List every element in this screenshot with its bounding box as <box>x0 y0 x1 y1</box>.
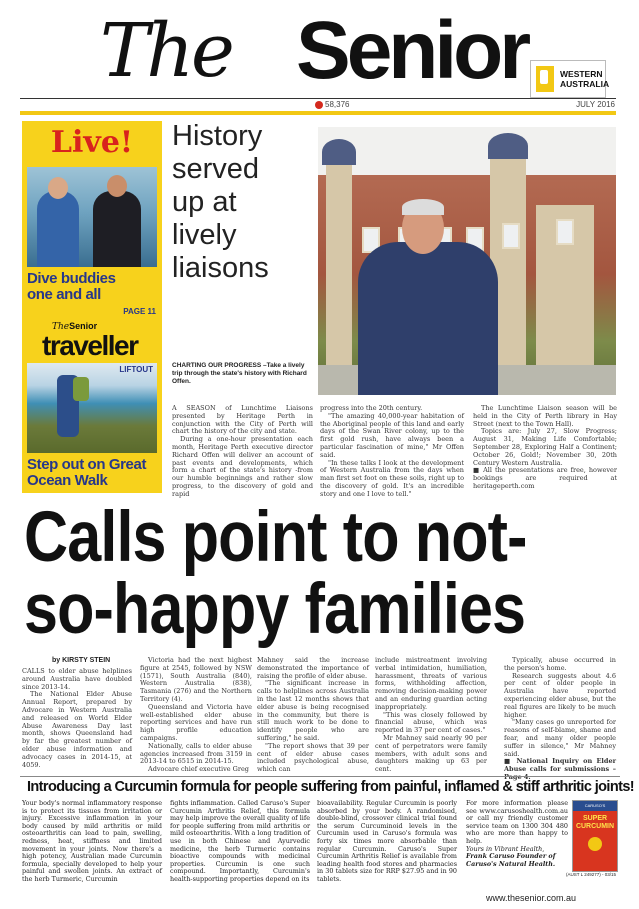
paragraph: The Lunchtime Liaison season will be held in the City of Perth library in Hay Street (next to the Town Hall). <box>473 404 617 428</box>
seal-icon <box>588 837 602 851</box>
paragraph: "The report shows that 39 per cent of elder abuse cases included psychological abuse, which can <box>257 741 369 774</box>
circulation <box>315 100 349 109</box>
inquiry-refer[interactable]: ■ National Inquiry on Elder Abuse calls for submissions – <box>504 757 616 774</box>
paragraph: Topics are: July 27, Slow Progress; August 31, Making Life Comfortable; September 28, Exploring Half a Continent; October 26, Gold!; November 30, 20th Century Western Australia. <box>473 427 617 467</box>
main-col-2 <box>140 657 252 774</box>
history-headline[interactable]: History served up at lively liaisons <box>172 120 269 284</box>
traveller-the: The <box>52 322 70 332</box>
diver-figure <box>93 191 141 267</box>
masthead-senior: Senior <box>296 5 528 96</box>
yellow-rule <box>20 111 616 115</box>
paragraph: CALLS to elder abuse helplines around Australia have doubled since 2013-14. <box>22 667 132 691</box>
roof-shape <box>488 133 528 159</box>
wa-map-icon <box>536 66 554 92</box>
paragraph: include mistreatment involving verbal intimidation, humiliation, harassment, threats of various forms, withholding affection, removing decision-making power and an enduring guardian acting inappropriately. <box>375 656 487 711</box>
paragraph[interactable]: For more information please see www.carusoshealth.com.au or call my friendly customer service team on 1300 304 480 who are more than happy to help. <box>466 799 568 845</box>
masthead-rule <box>20 98 616 99</box>
main-col-4 <box>375 657 487 774</box>
main-headline[interactable]: Calls point to not-so-happy families <box>24 498 527 649</box>
section-rule <box>20 776 620 777</box>
photo-caption: CHARTING OUR PROGRESS –Take a lively trip through the state's history with Richard Offen. <box>172 362 307 385</box>
traveller-senior: Senior <box>69 321 98 331</box>
product-brand: CARUSO'S <box>573 801 617 811</box>
paragraph: progress into the 20th century. <box>320 404 423 412</box>
region-line1: WESTERN <box>560 69 603 79</box>
main-col-3 <box>257 657 369 774</box>
paragraph: Advocare chief executive Greg <box>148 765 249 774</box>
paragraph: bioavailability. Regular Curcumin is poorly absorbed by your body. A randomised, double-blind, crossover clinical trial found the serum Curcuminoid levels in the Curcumin used in Caruso's formula was forty six times more absorbable than regular Curcumin. Caruso's Super Curcumin Arthritis Relief is available from leading health food stores and pharmacies in 30 tablets size for RRP $27.95 and in 90 tablets. <box>317 799 457 883</box>
roof-shape <box>322 139 356 165</box>
main-col-5 <box>504 657 616 782</box>
live-label: Live! <box>50 125 134 160</box>
tower-shape <box>326 157 352 367</box>
divers-photo <box>27 167 157 267</box>
paragraph: Nationally, calls to elder abuse agencies increased from 3159 in 2013-14 to 6515 in 2014-15. <box>140 741 252 766</box>
paragraph: fights inflammation. Called Caruso's Super Curcumin Arthritis Relief, this formula may help improve the overall quality of life for people suffering from mild arthritis or mild osteoarthritis. With a long tradition of use in both Chinese and Ayurvedic medicine, the herb Turmeric contains bioactive compounds with medicinal properties. Curcumin is one such compound. Importantly, Curcumin's health-supporting properties depend on its <box>170 799 310 883</box>
man-figure <box>358 242 498 395</box>
region-label <box>560 69 609 89</box>
window-shape <box>556 219 574 245</box>
history-col-3 <box>473 405 617 491</box>
product-name: SUPER CURCUMIN <box>575 815 615 830</box>
diver-figure <box>37 191 79 267</box>
issue-date: JULY 2016 <box>576 100 615 109</box>
paragraph: Mr Mahney said nearly 90 per cent of perpetrators were family members, with adult sons and daughters making up 63 per cent. <box>375 733 487 774</box>
advert-col-1 <box>22 800 162 884</box>
paragraph: "The significant increase in calls to helplines across Australia in the last 12 months shows that elder abuse is being recognised in the community, but there is still much work to be done to identify people who are suffering," he said. <box>257 679 369 742</box>
paragraph: During a one-hour presentation each month, Heritage Perth executive director Richard Offen will deliver an account of past events and developments, which form a chart of the state's history -from our humble beginnings and rather slow progress, to the discovery of gold and rapid <box>172 435 313 498</box>
liftout-label: LIFTOUT <box>119 365 153 374</box>
advert-headline: Introducing a Curcumin formula for people suffering from painful, inflamed & stiff arthritic joints! <box>27 779 635 795</box>
paragraph: "This was closely followed by financial abuse, which was reported in 37 per cent of cases." <box>375 710 487 735</box>
website-link[interactable]: www.thesenior.com.au <box>486 893 577 903</box>
paragraph: "Many cases go unreported for reasons of self-blame, shame and fear, and many older people suffer in silence," Mr Mahney said. <box>504 718 616 758</box>
paragraph: The National Elder Abuse Annual Report, prepared by Advocare in Western Australia and released on World Elder Abuse Awareness Day last month, shows Queensland had by far the greatest number of elder abuse information and advocacy cases in 2014-15, at 4059. <box>22 690 132 769</box>
region-badge <box>530 60 610 98</box>
paragraph: Queensland and Victoria have well-established elder abuse reporting services and have run high profile education campaigns. <box>140 702 252 742</box>
paragraph: Research suggests about 4.6 per cent of older people in Australia have reported experiencing elder abuse, but the real figures are likely to be much higher. <box>504 671 616 719</box>
dive-headline[interactable]: Dive buddies one and all <box>27 270 116 303</box>
promo-panel <box>22 121 162 493</box>
history-col-1 <box>172 405 313 499</box>
audit-badge-icon <box>315 101 323 109</box>
aust-l-code: (AUST L 249277) - 03/15 <box>566 872 617 877</box>
advert-col-3 <box>317 800 457 884</box>
signoff-line: Caruso's Natural Health. <box>466 859 556 868</box>
heritage-building-photo <box>318 127 616 395</box>
paragraph: Mahney said the increase demonstrated the importance of raising the profile of elder abuse. <box>257 656 369 680</box>
window-shape <box>502 223 520 249</box>
paragraph: Typically, abuse occurred in the person's home. <box>504 656 616 672</box>
byline: by KIRSTY STEIN <box>52 657 111 664</box>
advert-col-2 <box>170 800 310 884</box>
traveller-masthead: traveller <box>42 330 138 361</box>
walk-headline[interactable]: Step out on Great Ocean Walk <box>27 456 147 489</box>
signoff-line: Frank Caruso Founder of <box>466 852 556 861</box>
paragraph: Victoria had the next highest figure at 2545, followed by NSW (1571), South Australia (840), Western Australia (838), Tasmania (276) and the Northern Territory (4). <box>140 656 252 703</box>
masthead-the: The <box>100 8 232 94</box>
backpack-shape <box>73 377 89 401</box>
signoff-line: Yours in Vibrant Health, <box>466 844 545 853</box>
hiker-photo <box>27 363 157 453</box>
paragraph: A SEASON of Lunchtime Liaisons presented by Heritage Perth in conjunction with the City of Perth will chart the history of the city and state. <box>172 404 313 436</box>
dive-page-ref[interactable]: PAGE 11 <box>123 307 156 316</box>
region-line2: AUSTRALIA <box>560 79 610 89</box>
paragraph: "In these talks I look at the development of Western Australia from the days when man first set foot on these soils, right up to the discovery of gold. It's an incredible story and one I love to tell." <box>320 458 464 498</box>
product-pack-image <box>572 800 618 872</box>
circulation-count: 58,376 <box>325 100 350 109</box>
man-hair <box>402 199 444 215</box>
main-col-1 <box>22 668 132 769</box>
history-col-2 <box>320 405 464 499</box>
paragraph: Your body's normal inflammatory response is to protect its tissues from irritation or injury. Excessive inflammation in your body caused by mild arthritis or mild osteoarthritis can lead to pain, swelling, redness, heat, stiffness and limited movement in your joints. Now there's a high potency, Australian made Curcumin formula, specially developed to help your painful and swollen joints. An extract of the herb Turmeric, Curcumin <box>22 799 162 883</box>
advert-col-4 <box>466 800 568 868</box>
paragraph: "The amazing 40,000-year habitation of the Aboriginal people of this land and early days of the Swan River colony, up to the first gold rush, have always been a particular fascination of mine," Mr Offen said. <box>320 411 464 459</box>
paragraph: ■ All the presentations are free, however bookings are required at heritageperth.com <box>473 466 617 490</box>
